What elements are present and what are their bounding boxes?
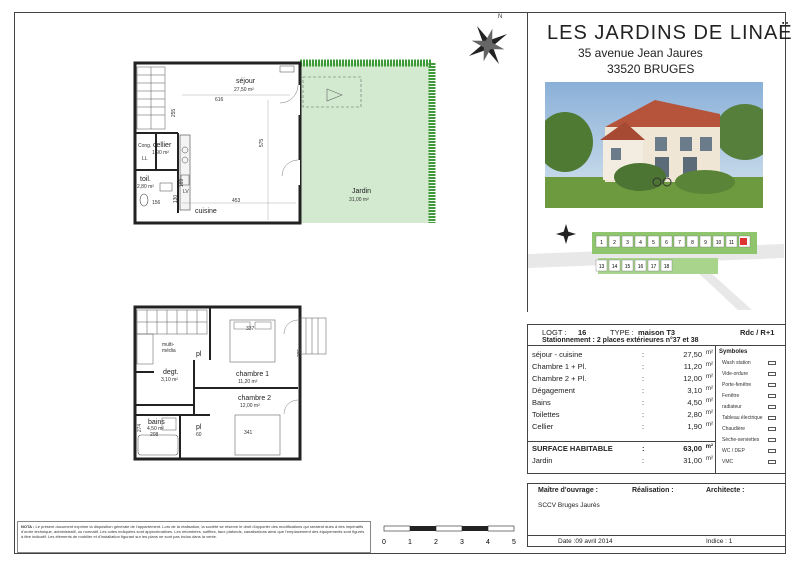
- room-unit: m²: [706, 362, 713, 368]
- site-lot-number: 4: [639, 240, 642, 246]
- room-value: 2,80: [687, 410, 702, 419]
- room-row: [532, 350, 714, 360]
- surface-habitable-label: SURFACE HABITABLE: [532, 444, 613, 453]
- room-name: Bains: [532, 398, 551, 407]
- legend-symbol-icon: [768, 460, 776, 464]
- legend-symbol-icon: [768, 449, 776, 453]
- site-lot-number: 2: [613, 240, 616, 246]
- site-lot-number: 1: [600, 240, 603, 246]
- room-colon: :: [642, 398, 645, 407]
- pl-1: pl: [196, 351, 202, 358]
- chambre2-label: chambre 2: [238, 395, 272, 402]
- credits-box: [527, 483, 786, 547]
- site-lot-number: 7: [678, 240, 681, 246]
- site-lot: [726, 236, 737, 247]
- room-colon: :: [642, 362, 645, 371]
- scale-tick-label: 4: [486, 539, 490, 546]
- site-lot: [687, 236, 698, 247]
- site-lot: [609, 236, 620, 247]
- project-address: 35 avenue Jean Jaures: [578, 46, 703, 60]
- surface-habitable-value: 63,00: [683, 444, 702, 453]
- room-unit: m²: [706, 410, 713, 416]
- legend-symbol-icon: [768, 416, 776, 420]
- site-lot: [622, 236, 633, 247]
- scale-bar: [380, 522, 520, 550]
- room-row: [532, 374, 714, 384]
- site-lot: [674, 236, 685, 247]
- site-lot: [713, 236, 724, 247]
- scale-tick-label: 1: [408, 539, 412, 546]
- symbols-title: Symboles: [719, 349, 748, 355]
- room-unit: m²: [706, 422, 713, 428]
- dim-60: 60: [196, 432, 202, 438]
- legend-item: VMC: [722, 459, 734, 465]
- dim-255: 255: [171, 108, 178, 118]
- legend-item: Vide-ordure: [722, 371, 749, 377]
- legend-symbol-icon: [768, 438, 776, 442]
- site-lot-number: 9: [704, 240, 707, 246]
- site-lot: [648, 260, 659, 271]
- sejour-area: 27,50 m²: [234, 87, 254, 93]
- surface-habitable-unit: m²: [705, 444, 713, 450]
- room-value: 1,90: [687, 422, 702, 431]
- unit-info-header: [528, 325, 785, 346]
- site-lot: [661, 260, 672, 271]
- legend-symbol-icon: [768, 372, 776, 376]
- cuisine-label: cuisine: [195, 208, 217, 215]
- site-lot: [635, 236, 646, 247]
- project-city: 33520 BRUGES: [607, 62, 695, 76]
- room-colon: :: [642, 350, 645, 359]
- room-colon: :: [642, 410, 645, 419]
- degt-label: degt.: [163, 369, 179, 376]
- site-plan: [528, 214, 784, 310]
- toil-area: 2,80 m²: [137, 184, 154, 190]
- room-colon: :: [642, 374, 645, 383]
- jardin-row-label: Jardin: [532, 456, 553, 465]
- realisation-label: Réalisation :: [632, 487, 674, 494]
- room-row: [532, 362, 714, 372]
- jardin-area: 31,00 m²: [349, 197, 369, 203]
- legend-item: Porte-fenêtre: [722, 382, 752, 388]
- bains-dim: 208: [150, 432, 159, 438]
- scale-tick-label: 2: [434, 539, 438, 546]
- room-name: Dégagement: [532, 386, 575, 395]
- legend-symbol-icon: [768, 405, 776, 409]
- legend-symbol-icon: [768, 361, 776, 365]
- compass-rose-icon: [460, 15, 516, 71]
- site-lot: [661, 236, 672, 247]
- site-lot: [700, 236, 711, 247]
- chambre1-area: 11,20 m²: [238, 379, 258, 385]
- legend-item: Fenêtre: [722, 393, 740, 399]
- dim-130: 130: [173, 194, 180, 204]
- scale-tick-label: 5: [512, 539, 516, 546]
- dim-169: 169: [179, 178, 186, 188]
- legend-symbol-icon: [768, 427, 776, 431]
- building-rendering: [545, 82, 763, 208]
- cellier-area: 1,90 m²: [152, 150, 169, 156]
- room-value: 12,00: [683, 374, 702, 383]
- jardin-row: [532, 456, 714, 466]
- scale-tick-label: 0: [382, 539, 386, 546]
- unit-info-box: [527, 324, 786, 474]
- chambre1-dim2: 295: [297, 348, 304, 358]
- kitchen-counter: [180, 135, 190, 210]
- logt-value: 16: [578, 328, 587, 337]
- room-value: 3,10: [687, 386, 702, 395]
- site-lot-number: 16: [637, 264, 644, 270]
- site-lot: [622, 260, 633, 271]
- room-name: Toilettes: [532, 410, 560, 419]
- legend-item: Wash station: [722, 360, 751, 366]
- note-title: NOTA :: [21, 524, 35, 529]
- site-lot-number: 3: [626, 240, 629, 246]
- legend-item: Chaudière: [722, 426, 746, 432]
- sejour-label: séjour: [236, 78, 256, 85]
- site-lot-number: 6: [665, 240, 668, 246]
- room-value: 27,50: [683, 350, 702, 359]
- dim-274: 274: [137, 423, 144, 433]
- surface-table: [528, 346, 716, 473]
- site-lot-number: 18: [663, 264, 670, 270]
- legend-item: Sèche-serviettes: [722, 437, 760, 443]
- legend-item: radiateur: [722, 404, 742, 410]
- site-lot: [596, 236, 607, 247]
- legend-symbol-icon: [768, 383, 776, 387]
- site-lot-number: 15: [624, 264, 631, 270]
- room-name: séjour - cuisine: [532, 350, 583, 359]
- site-lot: [635, 260, 646, 271]
- legend-item: WC / DEP: [722, 448, 745, 454]
- room-row: [532, 398, 714, 408]
- parking-info: Stationnement : 2 places extérieures n°37 et 38: [542, 337, 699, 344]
- site-lot-number: 11: [728, 240, 735, 246]
- symbols-legend: [716, 346, 785, 473]
- legend-item: Tableau électrique: [722, 415, 763, 421]
- room-row: [532, 386, 714, 396]
- cellier-label: cellier: [153, 142, 172, 149]
- highlighted-lot: [740, 238, 747, 245]
- site-lot-number: 8: [691, 240, 694, 246]
- room-unit: m²: [706, 386, 713, 392]
- pl-2: pl: [196, 424, 202, 431]
- site-lot: [609, 260, 620, 271]
- room-row: [532, 410, 714, 420]
- room-unit: m²: [706, 350, 713, 356]
- cong-label: Cong.: [138, 143, 152, 149]
- logt-label: LOGT :: [542, 328, 567, 337]
- dim-575: 575: [259, 138, 266, 148]
- jardin-label: Jardin: [352, 188, 372, 195]
- room-name: Chambre 1 + Pl.: [532, 362, 587, 371]
- jardin-row-value: 31,00: [683, 456, 702, 465]
- chambre1-label: chambre 1: [236, 371, 270, 378]
- sejour-dim: 616: [215, 97, 224, 103]
- type-value: maison T3: [638, 328, 676, 337]
- room-name: Chambre 2 + Pl.: [532, 374, 587, 383]
- site-lot-number: 17: [650, 264, 657, 270]
- project-title: LES JARDINS DE LINAË: [547, 22, 793, 44]
- room-row: [532, 422, 714, 432]
- room-name: Cellier: [532, 422, 554, 431]
- jardin-row-unit: m²: [706, 456, 713, 462]
- cuisine-dim: 453: [232, 198, 241, 204]
- chambre2-area: 12,00 m²: [240, 403, 260, 409]
- room-colon: :: [642, 422, 645, 431]
- exterior-stairs: [300, 318, 326, 354]
- degt-area: 3,10 m²: [161, 377, 178, 383]
- compass-north-label: N: [498, 14, 503, 20]
- jardin-colon: :: [642, 456, 645, 465]
- room-unit: m²: [706, 374, 713, 380]
- media-label: média: [162, 348, 176, 354]
- site-lot-number: 5: [652, 240, 655, 246]
- surface-colon: :: [642, 444, 645, 453]
- plan-index: Indice : 1: [706, 538, 733, 545]
- multi-label: multi-: [162, 342, 175, 348]
- room-value: 11,20: [683, 362, 702, 371]
- site-lot-number: 13: [598, 264, 605, 270]
- toil-label: toil.: [140, 176, 151, 183]
- lv-label: LV: [183, 189, 189, 195]
- plan-date: Date :09 avril 2014: [558, 538, 613, 545]
- bains-area: 4,50 m²: [147, 426, 164, 432]
- site-lot: [648, 236, 659, 247]
- ll-label: LL: [142, 156, 148, 162]
- owner-label: Maître d'ouvrage :: [538, 487, 599, 494]
- surface-habitable-row: [532, 444, 714, 454]
- dim-156: 156: [152, 200, 161, 206]
- site-lot-number: 14: [611, 264, 618, 270]
- legend-symbol-icon: [768, 394, 776, 398]
- room-unit: m²: [706, 398, 713, 404]
- chambre1-dim: 337: [246, 326, 255, 332]
- type-label: TYPE :: [610, 328, 634, 337]
- note-text: Le présent document exprime la disposition générale de l'appartement. Lors de la réalisation, la société se réserve le droit d'apporter des modifications qui seraient dues à des impératifs d'ordre technique, administratif, ou normatif. Les cotes indiquées sont approximatives. Les retombées, soffites, faux plafonds, canalisations ainsi que l'emplacement des équipements sont figurés à titre indicatif. Les éléments de mobilier et d'installation figurant sur les plans ne sont pas inclus dans la vente.: [21, 524, 365, 539]
- level-value: Rdc / R+1: [740, 328, 775, 337]
- architect-label: Architecte :: [706, 487, 745, 494]
- scale-tick-label: 3: [460, 539, 464, 546]
- room-colon: :: [642, 386, 645, 395]
- site-lot: [596, 260, 607, 271]
- disclaimer-note: [17, 521, 371, 553]
- room-value: 4,50: [687, 398, 702, 407]
- site-lot-number: 10: [715, 240, 722, 246]
- bains-label: bains: [148, 419, 165, 426]
- chambre2-dim: 341: [244, 430, 253, 436]
- owner-value: SCCV Bruges Jaurès: [538, 502, 600, 509]
